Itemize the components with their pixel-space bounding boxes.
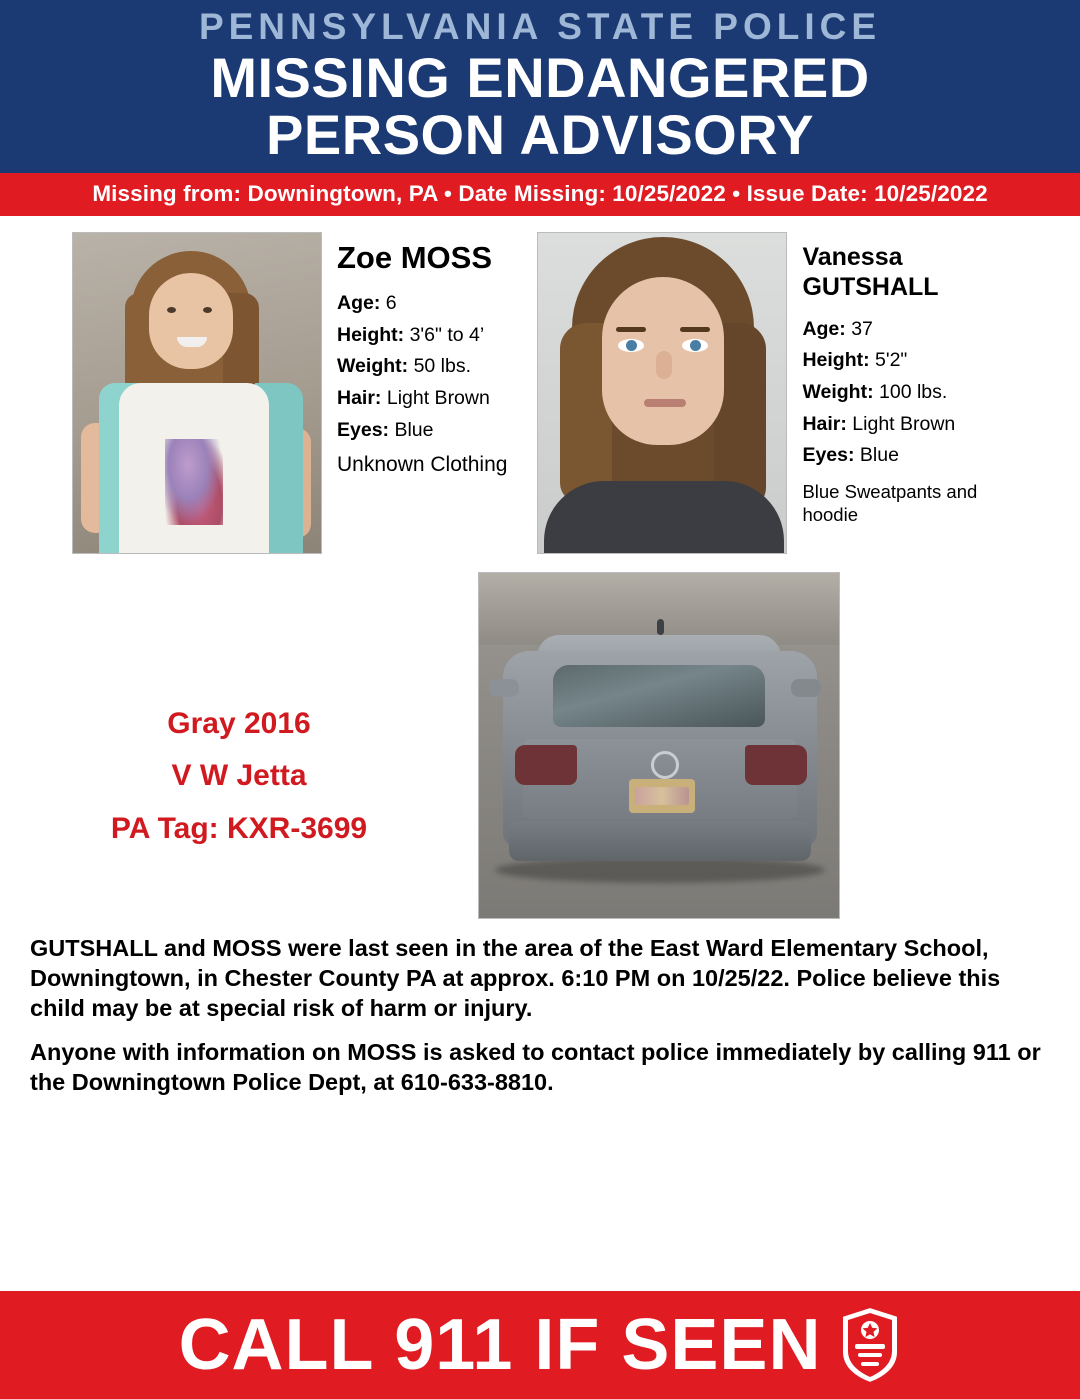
person-field-clothing: Unknown Clothing (337, 453, 508, 477)
person-card-zoe-moss (72, 232, 507, 554)
poster-header (0, 0, 1080, 173)
person-field-hair (337, 383, 507, 415)
field-value: 37 (851, 317, 873, 340)
vehicle-line-3: PA Tag: KXR-3699 (110, 811, 368, 845)
field-value: 3'6" to 4’ (409, 323, 485, 346)
person-field-age (337, 288, 507, 320)
field-value: Light Brown (386, 387, 490, 410)
field-value: 6 (385, 292, 397, 315)
field-label: Hair: (802, 412, 847, 435)
field-value: Light Brown (852, 412, 956, 435)
vehicle-line-1: Gray 2016 (167, 706, 311, 740)
persons-section (0, 216, 1080, 554)
person-field-height (337, 320, 507, 352)
person-name: Vanessa GUTSHALL (802, 242, 939, 301)
field-label: Height: (337, 323, 405, 346)
person-info-vanessa-gutshall (787, 232, 1002, 554)
person-field-clothing: Blue Sweatpants and hoodie (802, 480, 978, 525)
call-911-text: CALL 911 IF SEEN (178, 1305, 822, 1385)
person-field-eyes (802, 440, 1002, 472)
photo-of-vanessa-gutshall (537, 232, 787, 554)
photo-of-gray-volkswagen-jetta (478, 572, 840, 919)
person-field-height (802, 345, 1002, 377)
field-value: Blue (394, 418, 434, 441)
vehicle-line-2: V W Jetta (171, 759, 307, 793)
missing-details-strip: Missing from: Downingtown, PA • Date Missing: 10/25/2022 • Issue Date: 10/25/2022 (0, 173, 1080, 216)
field-value: 5'2" (875, 349, 908, 372)
call-911-footer (0, 1291, 1080, 1399)
field-value: Blue (859, 444, 899, 467)
field-label: Age: (802, 317, 846, 340)
vehicle-description (0, 572, 478, 856)
photo-of-zoe-moss (72, 232, 322, 554)
field-label: Hair: (337, 387, 382, 410)
agency-name: PENNSYLVANIA STATE POLICE (198, 6, 882, 47)
field-label: Height: (802, 349, 870, 372)
advisory-title-line-1: MISSING ENDANGERED (210, 45, 870, 109)
pennsylvania-state-police-badge-icon (839, 1306, 901, 1384)
person-field-weight (802, 377, 1002, 409)
field-label: Weight: (802, 380, 874, 403)
field-label: Eyes: (337, 418, 390, 441)
person-field-eyes (337, 415, 507, 447)
person-card-vanessa-gutshall (537, 232, 1002, 554)
person-field-weight (337, 351, 507, 383)
field-label: Weight: (337, 355, 409, 378)
field-value: 50 lbs. (413, 355, 472, 378)
person-field-hair (802, 409, 1002, 441)
field-value: 100 lbs. (879, 380, 948, 403)
narrative-paragraph-2: Anyone with information on MOSS is asked to contact police immediately by calling 911 or the Downingtown Police Dept, at 610-633-8810. (30, 1039, 1041, 1096)
person-name: Zoe MOSS (337, 239, 493, 275)
person-field-age (802, 314, 1002, 346)
vehicle-section (0, 572, 1080, 919)
advisory-title-line-2: PERSON ADVISORY (266, 102, 814, 166)
narrative-section (0, 919, 1080, 1097)
field-label: Age: (337, 292, 381, 315)
field-label: Eyes: (802, 444, 855, 467)
narrative-paragraph-1: GUTSHALL and MOSS were last seen in the area of the East Ward Elementary School, Downingtown, in Chester County PA at approx. 6:10 PM on 10/25/22. Police believe this child may be at special risk of harm or injury. (30, 934, 1001, 1021)
person-info-zoe-moss (322, 232, 507, 554)
